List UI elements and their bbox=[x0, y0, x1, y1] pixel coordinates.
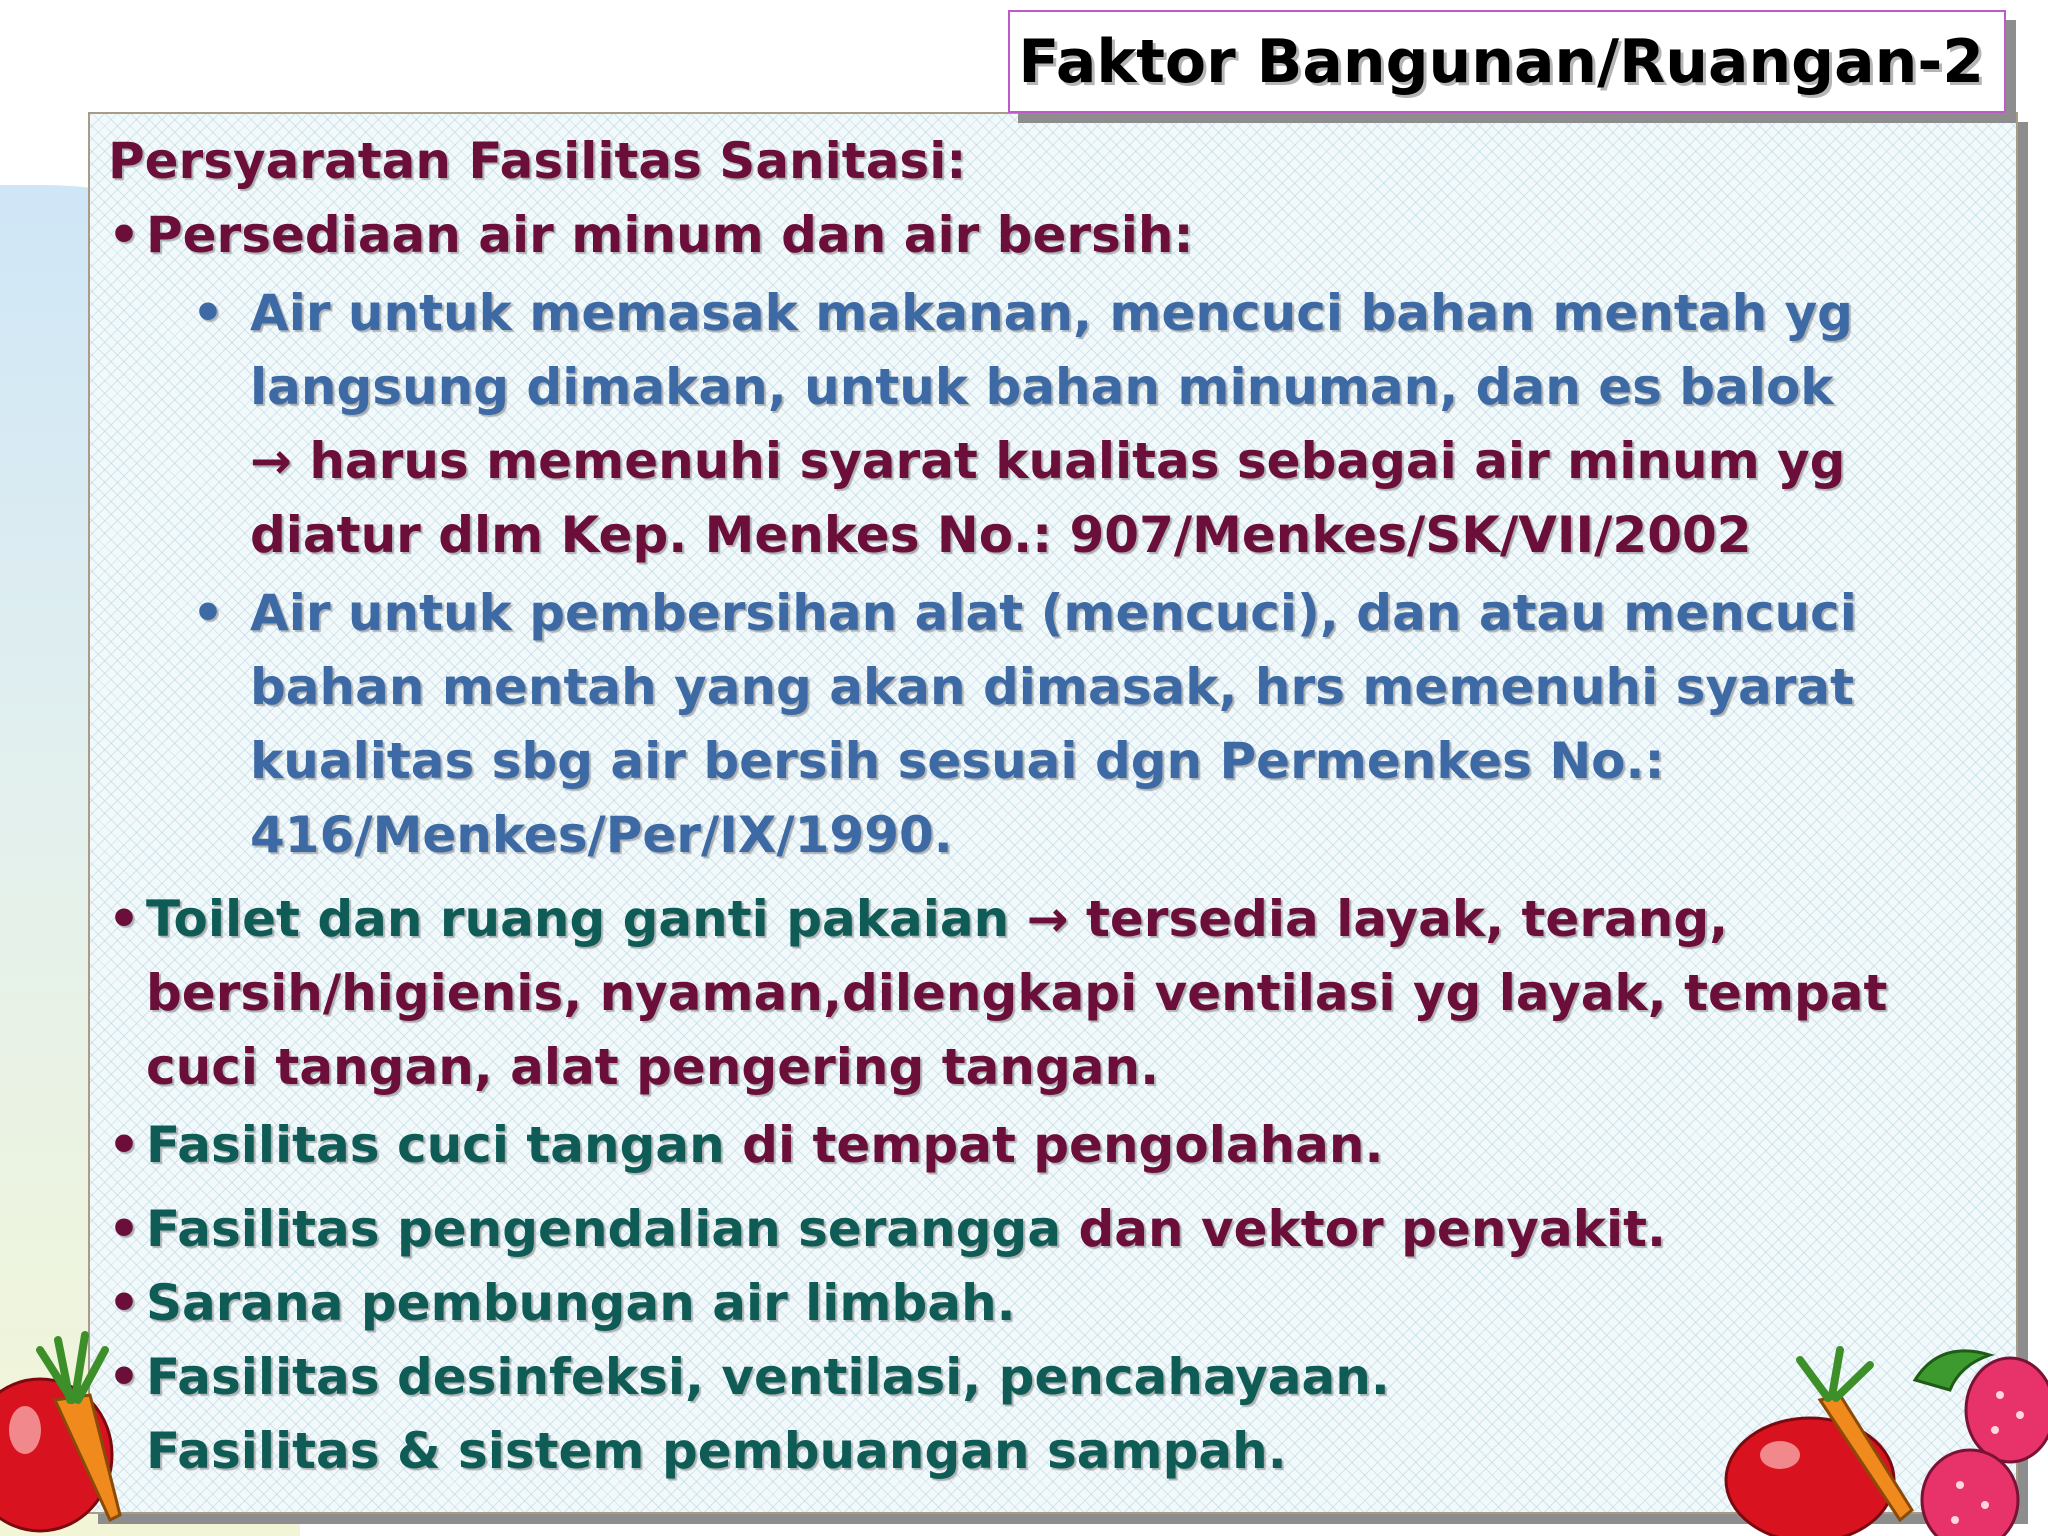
slide-content bbox=[108, 124, 1998, 1488]
title-box bbox=[1008, 10, 2006, 113]
text-line: langsung dimakan, untuk bahan minuman, dan es balok bbox=[250, 358, 1834, 416]
text-line: bersih/higienis, nyaman,dilengkapi ventilasi yg layak, tempat bbox=[146, 964, 1888, 1022]
bullet-dot: • bbox=[108, 890, 140, 948]
text-line: Air untuk memasak makanan, mencuci bahan mentah yg bbox=[250, 284, 1853, 342]
text-line: kualitas sbg air bersih sesuai dgn Permenkes No.: bbox=[250, 732, 1665, 790]
bullet-dot: • bbox=[108, 1348, 140, 1406]
fruit-clipart-right bbox=[1700, 1340, 2048, 1536]
arrow-icon: → bbox=[250, 432, 292, 490]
text-line: bahan mentah yang akan dimasak, hrs memenuhi syarat bbox=[250, 658, 1855, 716]
sub-bullet-dot: • bbox=[192, 284, 224, 342]
text-line: 416/Menkes/Per/IX/1990. bbox=[250, 806, 953, 864]
sub-bullet-cooking-water bbox=[108, 276, 1998, 572]
sub-bullet-dot: • bbox=[192, 584, 224, 642]
text-line: cuci tangan, alat pengering tangan. bbox=[146, 1038, 1160, 1096]
bullet-dot: • bbox=[108, 206, 140, 264]
bullet-water-supply bbox=[108, 198, 1998, 272]
bullet-disinfection: • Fasilitas desinfeksi, ventilasi, pencahayaan. bbox=[108, 1340, 1998, 1414]
slide-title: Faktor Bangunan/Ruangan-2 bbox=[1018, 26, 1984, 97]
bullet-dot: • bbox=[108, 1116, 140, 1174]
bullet-handwash: • Fasilitas cuci tangan di tempat pengolahan. bbox=[108, 1108, 1998, 1182]
text-line: Toilet dan ruang ganti pakaian → tersedia layak, terang, bbox=[146, 890, 1729, 948]
bullet-garbage: Fasilitas & sistem pembuangan sampah. bbox=[146, 1422, 1287, 1480]
bullet-pest-control: • Fasilitas pengendalian serangga dan vektor penyakit. bbox=[108, 1192, 1998, 1266]
sub-bullet-cleaning-water bbox=[108, 576, 1998, 872]
text-line: diatur dlm Kep. Menkes No.: 907/Menkes/SK/VII/2002 bbox=[250, 506, 1752, 564]
vegetable-clipart-left bbox=[0, 1320, 150, 1536]
text-line: → harus memenuhi syarat kualitas sebagai air minum yg bbox=[250, 432, 1846, 490]
water-supply-label: Persediaan air minum dan air bersih: bbox=[146, 206, 1194, 264]
bullet-dot: • bbox=[108, 1274, 140, 1332]
text-line: Air untuk pembersihan alat (mencuci), dan atau mencuci bbox=[250, 584, 1857, 642]
section-heading: Persyaratan Fasilitas Sanitasi: bbox=[108, 132, 967, 190]
bullet-wastewater: • Sarana pembungan air limbah. bbox=[108, 1266, 1998, 1340]
bullet-dot: • bbox=[108, 1200, 140, 1258]
bullet-toilet bbox=[108, 882, 1998, 1104]
arrow-icon: → bbox=[1026, 890, 1069, 948]
